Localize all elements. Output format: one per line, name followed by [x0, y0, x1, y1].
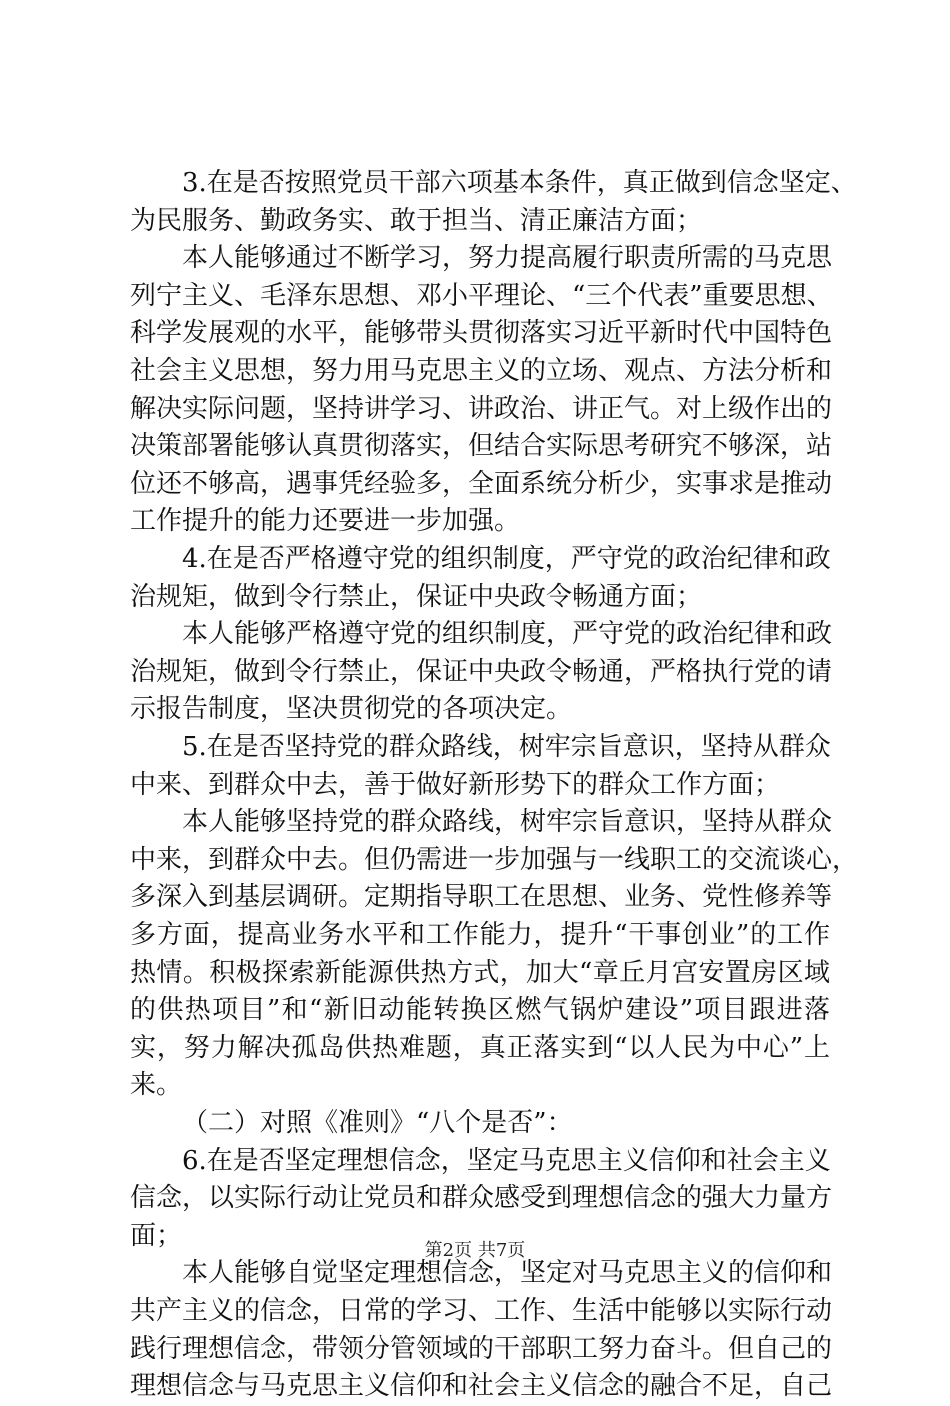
- text-line: 治规矩，做到令行禁止，保证中央政令畅通方面；: [130, 582, 703, 612]
- text-line: 示报告制度，坚决贯彻党的各项决定。: [130, 694, 573, 724]
- text-line: 4.在是否严格遵守党的组织制度，严守党的政治纪律和政: [182, 544, 831, 574]
- text-line: 工作提升的能力还要进一步加强。: [130, 506, 521, 536]
- text-line: 理想信念与马克思主义信仰和社会主义信念的融合不足，自己: [130, 1371, 833, 1401]
- page-footer: 第2页 共7页: [424, 1240, 526, 1261]
- text-line: 治规矩，做到令行禁止，保证中央政令畅通，严格执行党的请: [130, 657, 833, 687]
- text-line: 本人能够自觉坚定理想信念，坚定对马克思主义的信仰和: [182, 1258, 833, 1288]
- text-line: 中来、到群众中去，善于做好新形势下的群众工作方面；: [130, 770, 781, 800]
- text-line: （二）对照《准则》“八个是否”：: [182, 1108, 573, 1138]
- text-line: 决策部署能够认真贯彻落实，但结合实际思考研究不够深，站: [130, 431, 833, 461]
- text-line: 3.在是否按照党员干部六项基本条件，真正做到信念坚定、: [182, 168, 857, 198]
- text-line: 本人能够严格遵守党的组织制度，严守党的政治纪律和政: [182, 619, 833, 649]
- text-line: 解决实际问题，坚持讲学习、讲政治、讲正气。对上级作出的: [130, 394, 833, 424]
- text-line: 社会主义思想，努力用马克思主义的立场、观点、方法分析和: [130, 356, 833, 386]
- text-line: 科学发展观的水平，能够带头贯彻落实习近平新时代中国特色: [130, 318, 833, 348]
- text-line: 列宁主义、毛泽东思想、邓小平理论、“三个代表”重要思想、: [130, 281, 833, 311]
- text-line: 中来，到群众中去。但仍需进一步加强与一线职工的交流谈心，: [130, 845, 859, 875]
- text-line: 信念，以实际行动让党员和群众感受到理想信念的强大力量方: [130, 1183, 833, 1213]
- text-line: 本人能够坚持党的群众路线，树牢宗旨意识，坚持从群众: [182, 807, 833, 837]
- text-line: 面；: [130, 1221, 183, 1251]
- text-line: 践行理想信念，带领分管领域的干部职工努力奋斗。但自己的: [130, 1334, 833, 1364]
- text-line: 的供热项目”和“新旧动能转换区燃气锅炉建设”项目跟进落: [130, 995, 830, 1025]
- text-line: 5.在是否坚持党的群众路线，树牢宗旨意识，坚持从群众: [182, 732, 831, 762]
- text-line: 6.在是否坚定理想信念，坚定马克思主义信仰和社会主义: [182, 1146, 831, 1176]
- text-line: 多方面，提高业务水平和工作能力，提升“干事创业”的工作: [130, 920, 830, 950]
- text-line: 位还不够高，遇事凭经验多，全面系统分析少，实事求是推动: [130, 469, 833, 499]
- text-line: 热情。积极探索新能源供热方式，加大“章丘月宫安置房区域: [130, 958, 830, 988]
- text-line: 为民服务、勤政务实、敢于担当、清正廉洁方面；: [130, 206, 703, 236]
- text-line: 多深入到基层调研。定期指导职工在思想、业务、党性修养等: [130, 882, 833, 912]
- text-line: 来。: [130, 1070, 183, 1100]
- text-line: 实，努力解决孤岛供热难题，真正落实到“以人民为中心”上: [130, 1033, 830, 1063]
- text-line: 本人能够通过不断学习，努力提高履行职责所需的马克思: [182, 243, 833, 273]
- text-line: 共产主义的信念，日常的学习、工作、生活中能够以实际行动: [130, 1296, 833, 1326]
